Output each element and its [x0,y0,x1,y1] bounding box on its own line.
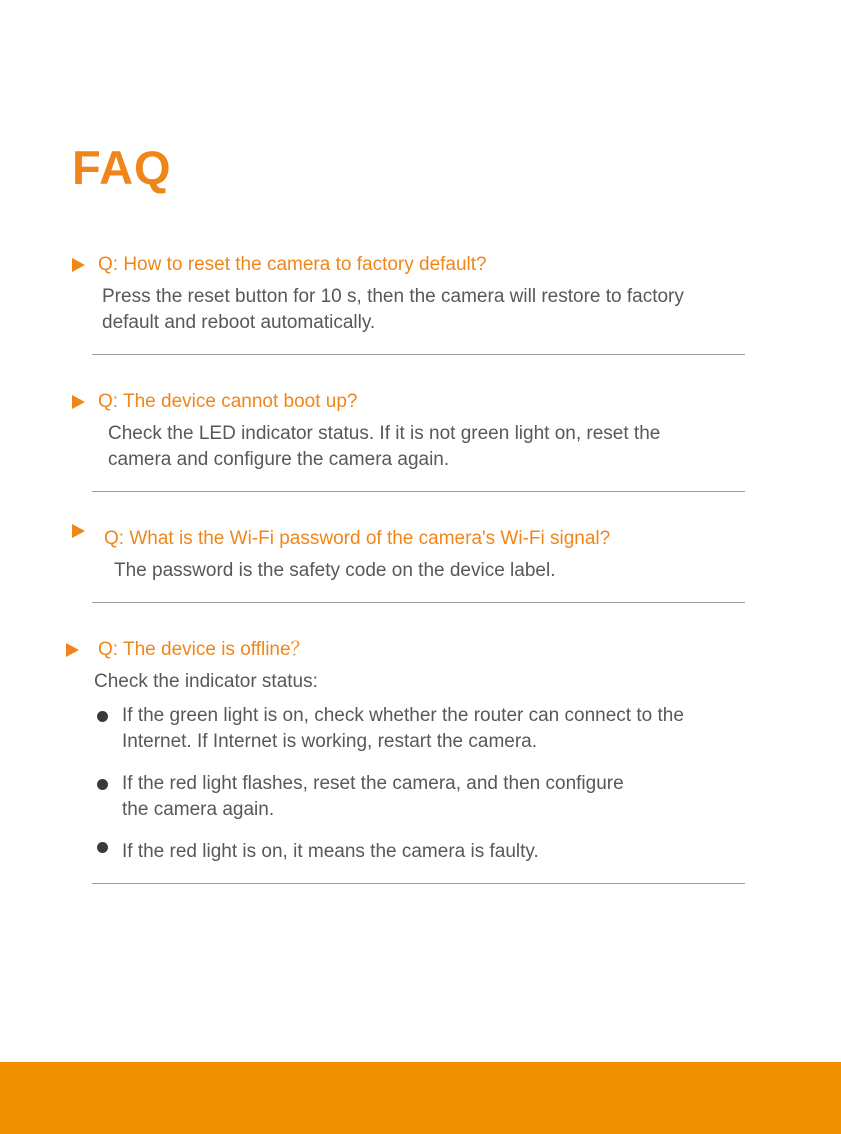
faq-item [72,252,746,355]
triangle-right-icon [72,524,85,538]
section-divider [92,883,745,884]
faq-item [72,389,746,492]
dot-icon [97,779,108,790]
faq-question: Q: The device cannot boot up? [98,391,358,412]
faq-answer-block [102,421,746,473]
faq-question: Q: The device is offline？ [98,639,310,660]
faq-question-row [72,526,746,552]
faq-answer-block [94,669,746,695]
section-divider [92,602,745,603]
faq-item [72,526,746,603]
dot-icon [97,711,108,722]
bullet-item [97,771,746,823]
bullet-item [97,839,746,865]
faq-question-row [72,637,746,663]
bullet-text: If the green light is on, check whether the router can connect to the Internet. If Internet is working, restart the camera. [122,705,684,752]
bullet-text: If the red light is on, it means the camera is faulty. [122,841,539,862]
dot-icon [97,842,108,853]
faq-question: Q: How to reset the camera to factory default? [98,254,487,275]
section-divider [92,354,745,355]
bullet-item [97,703,746,755]
faq-answer: The password is the safety code on the device label. [114,560,556,581]
footer-bar [0,1062,841,1134]
page-title: FAQ [72,141,172,194]
faq-answer-block [102,284,746,336]
faq-question-row [72,252,746,278]
triangle-right-icon [66,643,79,657]
faq-bullet-list [72,703,746,865]
bullet-text: If the red light flashes, reset the camera, and then configure the camera again. [122,773,624,820]
faq-answer: Check the indicator status: [94,671,318,692]
faq-answer: Check the LED indicator status. If it is not green light on, reset the camera and configure the camera again. [108,423,661,470]
triangle-right-icon [72,395,85,409]
faq-question: Q: What is the Wi-Fi password of the camera's Wi-Fi signal? [104,528,611,549]
faq-item [72,637,746,884]
faq-question-row [72,389,746,415]
section-divider [92,491,745,492]
faq-answer-block [102,558,746,584]
triangle-right-icon [72,258,85,272]
faq-list [72,252,746,884]
faq-answer: Press the reset button for 10 s, then the camera will restore to factory default and reboot automatically. [102,286,684,333]
